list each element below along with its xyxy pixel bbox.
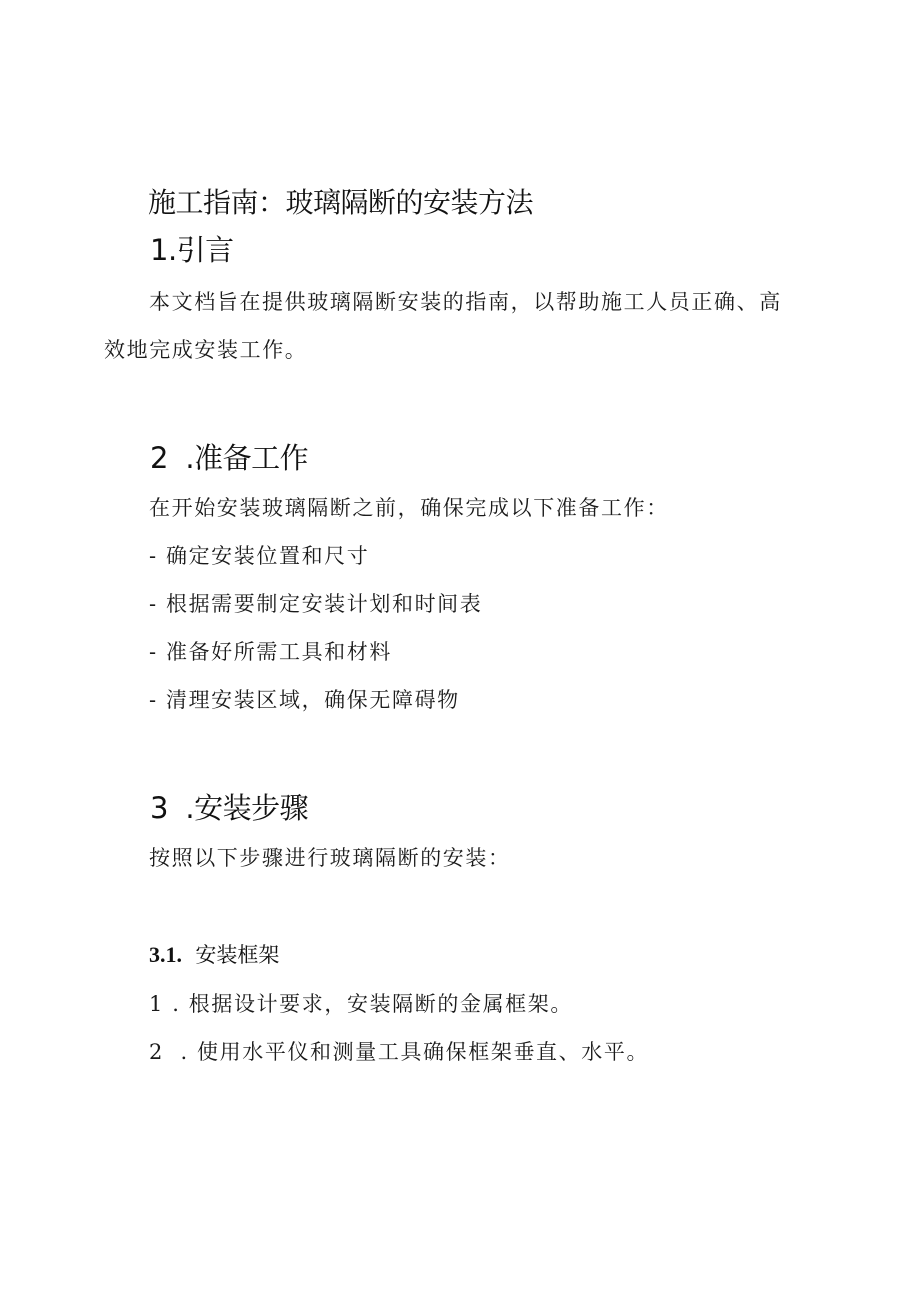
preparation-item: - 清理安装区域，确保无障碍物 bbox=[149, 688, 460, 712]
document-title: 施工指南：玻璃隔断的安装方法 bbox=[148, 186, 534, 219]
section-heading-preparation: 2 .准备工作 bbox=[150, 441, 309, 475]
installation-step: 1 . 根据设计要求，安装隔断的金属框架。 bbox=[149, 992, 573, 1016]
intro-paragraph-line-1: 本文档旨在提供玻璃隔断安装的指南，以帮助施工人员正确、高 bbox=[149, 290, 782, 314]
preparation-item: - 根据需要制定安装计划和时间表 bbox=[149, 592, 483, 616]
preparation-item: - 确定安装位置和尺寸 bbox=[149, 544, 370, 568]
installation-intro: 按照以下步骤进行玻璃隔断的安装： bbox=[149, 846, 511, 870]
intro-paragraph-line-2: 效地完成安装工作。 bbox=[104, 338, 308, 362]
subsection-title: 安装框架 bbox=[195, 943, 280, 967]
subsection-number: 3.1. bbox=[149, 942, 182, 967]
section-heading-installation-steps: 3 .安装步骤 bbox=[150, 791, 309, 825]
preparation-item: - 准备好所需工具和材料 bbox=[149, 640, 392, 664]
section-heading-introduction: 1.引言 bbox=[150, 233, 234, 267]
subsection-heading-frame bbox=[149, 939, 279, 969]
preparation-intro: 在开始安装玻璃隔断之前，确保完成以下准备工作： bbox=[149, 496, 669, 520]
installation-step: 2 . 使用水平仪和测量工具确保框架垂直、水平。 bbox=[149, 1040, 650, 1064]
